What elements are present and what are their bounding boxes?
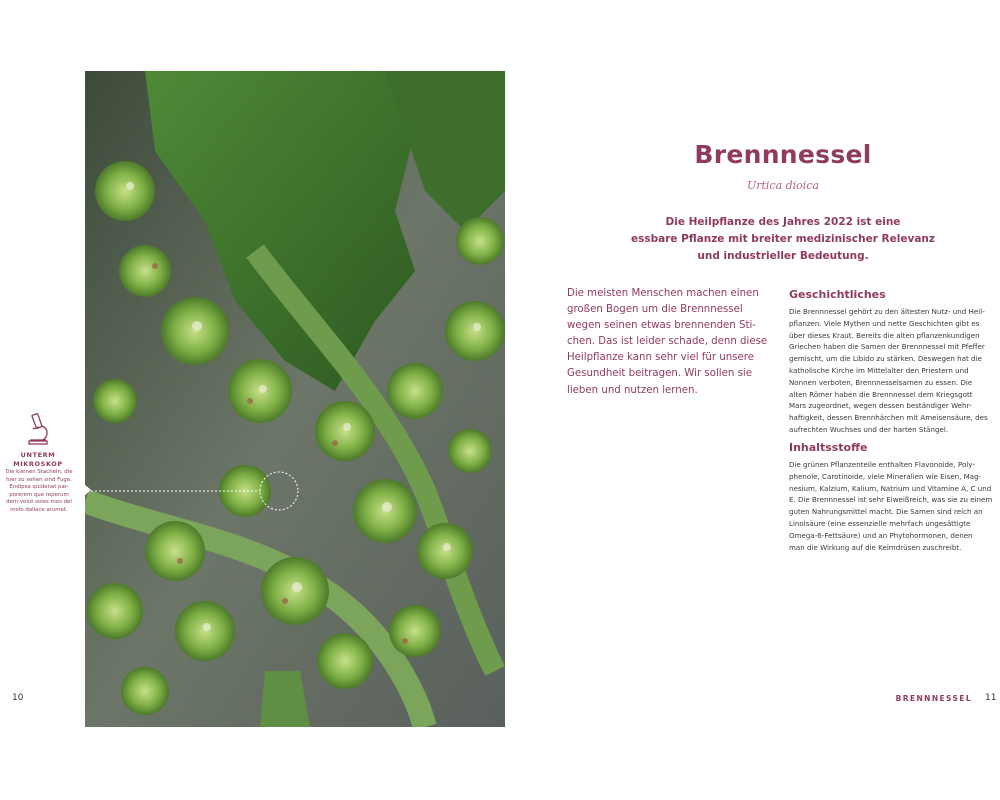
callout-title-line: UNTERM xyxy=(20,451,56,459)
intro-line: chen. Das ist leider schade, denn diese xyxy=(567,336,768,348)
page-number-left: 10 xyxy=(12,693,24,703)
body-line: Die Brennnessel gehört zu den ältesten Nutz- und Heil- xyxy=(789,307,985,316)
callout-text-line: Die kleinen Stacheln, die xyxy=(5,469,73,475)
body-line: man die Wirkung auf die Keimdrüsen zuschreibt. xyxy=(789,542,962,552)
section-heading: Geschichtliches xyxy=(789,288,886,301)
section-history xyxy=(789,288,999,436)
nettle-photo xyxy=(85,71,505,727)
body-line: haftigkeit, dessen Brennhärchen mit Ameisensäure, des xyxy=(789,413,988,423)
body-line: Die grünen Pflanzenteile enthalten Flavonoide, Poly- xyxy=(789,460,975,469)
callout-text-line: Endipsa quidenat par- xyxy=(9,484,69,491)
body-line: guten Nahrungsmittel macht. Die Samen sind reich an xyxy=(789,507,983,517)
body-line: Linolsäure (eine essenzielle mehrfach ungesättigte xyxy=(789,518,971,528)
section-heading: Inhaltsstoffe xyxy=(789,441,868,454)
body-line: Omega-6-Fettsäure) und an Phytohormonen, denen xyxy=(789,530,973,540)
page-title: Brennnessel xyxy=(694,140,872,169)
microscope-icon xyxy=(24,412,52,446)
section-body xyxy=(789,306,999,436)
callout-text xyxy=(0,469,78,515)
intro-paragraph xyxy=(567,286,781,399)
body-line: Griechen haben die Samen der Brennnessel mit Pfeffer xyxy=(789,342,985,352)
callout-text-line: molo dallace arumet. xyxy=(10,506,68,513)
body-line: über dieses Kraut. Bereits die alten pflanzenkundigen xyxy=(789,330,980,340)
callout-text-line: hier zu sehen sind Fuga. xyxy=(6,476,72,483)
section-body xyxy=(789,459,999,553)
body-line: phenole, Carotinoide, viele Mineralien wie Eisen, Mag- xyxy=(789,471,982,481)
running-head: BRENNNESSEL xyxy=(895,694,972,703)
botanical-name: Urtica dioica xyxy=(746,179,820,192)
section-ingredients xyxy=(789,441,999,553)
body-line: katholische Kirche im Mittelalter den Priestern und xyxy=(789,365,969,375)
lead-paragraph xyxy=(620,214,946,265)
body-line: E. Die Brennnessel ist sehr Eiweißreich, was sie zu einem xyxy=(789,495,993,505)
callout-title-line: MIKROSKOP xyxy=(13,460,63,468)
intro-line: Heilpflanze kann sehr viel für unsere xyxy=(567,352,754,364)
body-line: nesium, Kalzium, Kalium, Natrium und Vitamine A, C und xyxy=(789,483,992,493)
page-number-right: 11 xyxy=(985,693,997,703)
body-line: pflanzen. Viele Mythen und nette Geschichten gibt es xyxy=(789,318,980,328)
lead-line: Die Heilpflanze des Jahres 2022 ist eine xyxy=(665,216,901,228)
body-line: Nonnen verboten, Brennnesselsamen zu essen. Die xyxy=(789,377,973,387)
callout-text-line: dem volut soles mos del xyxy=(6,499,72,506)
intro-line: Gesundheit beitragen. Wir sollen sie xyxy=(567,368,752,380)
lead-line: essbare Pflanze mit breiter medizinischer Relevanz xyxy=(630,233,936,245)
lead-line: und industrieller Bedeutung. xyxy=(697,250,869,262)
intro-line: großen Bogen um die Brennnessel xyxy=(567,304,743,316)
callout-pointer xyxy=(84,484,91,496)
intro-line: lieben und nutzen lernen. xyxy=(567,384,698,396)
body-line: gemischt, um die Libido zu stärken. Deswegen hat die xyxy=(789,354,982,364)
body-line: Mars zugeordnet, wegen dessen beständiger Wehr- xyxy=(789,401,972,411)
body-line: aufrechten Wuchses und der harten Stängel. xyxy=(789,424,949,434)
callout-text-line: porerem que reperum xyxy=(9,491,69,498)
intro-line: wegen seinen etwas brennenden Sti- xyxy=(567,320,756,332)
intro-line: Die meisten Menschen machen einen xyxy=(567,288,759,299)
body-line: alten Römer haben die Brennnessel dem Kriegsgott xyxy=(789,389,973,399)
callout-title xyxy=(0,451,76,469)
